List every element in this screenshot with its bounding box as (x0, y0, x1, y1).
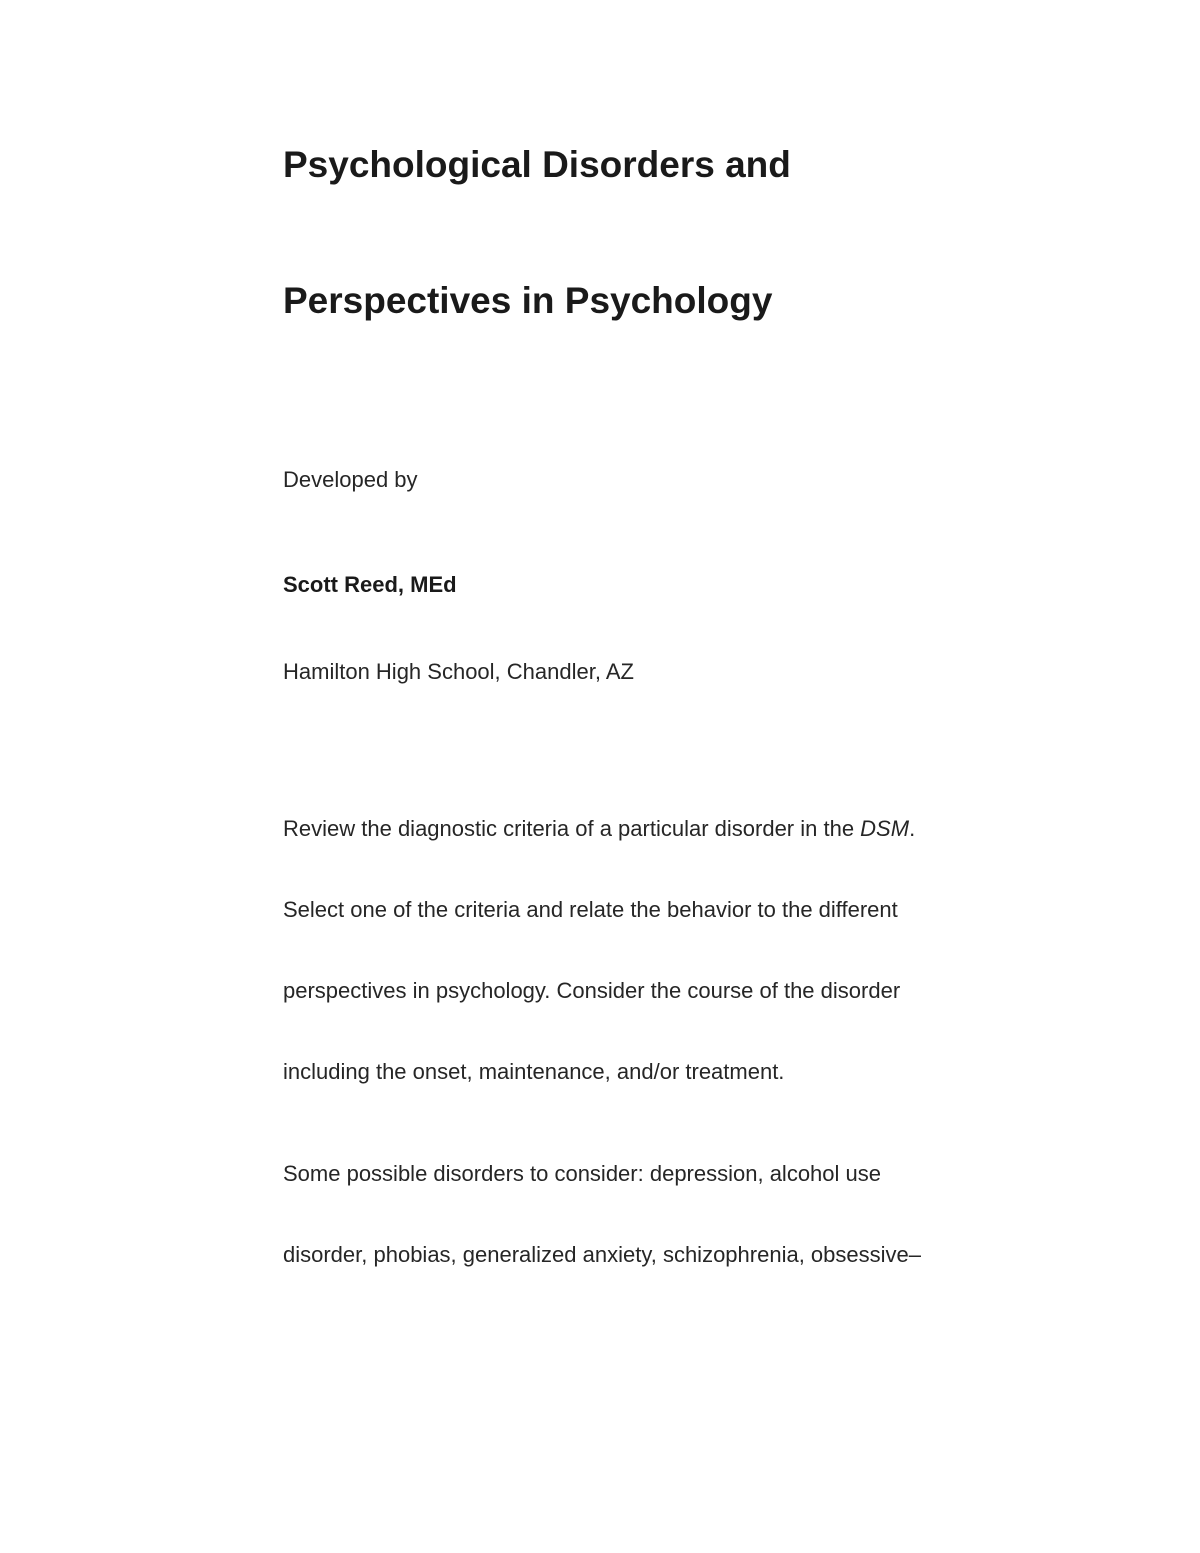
dsm-italic: DSM (860, 816, 910, 841)
suggestions-line-1: Some possible disorders to consider: depression, alcohol use (283, 1161, 881, 1186)
prompt-line-1-end: . (909, 816, 916, 841)
prompt-line-1 (283, 815, 915, 843)
suggestions-line-2: disorder, phobias, generalized anxiety, schizophrenia, obsessive– (283, 1242, 921, 1267)
developed-by-label: Developed by (283, 467, 418, 492)
prompt-line-4: including the onset, maintenance, and/or treatment. (283, 1059, 785, 1084)
prompt-line-2: Select one of the criteria and relate the behavior to the different (283, 897, 898, 922)
author-name: Scott Reed, MEd (283, 572, 457, 597)
author-affiliation: Hamilton High School, Chandler, AZ (283, 659, 634, 684)
page-title-line-2: Perspectives in Psychology (283, 280, 773, 321)
prompt-line-1-text: Review the diagnostic criteria of a particular disorder in the (283, 816, 861, 841)
prompt-line-3: perspectives in psychology. Consider the course of the disorder (283, 978, 901, 1003)
page-title-line-1: Psychological Disorders and (283, 144, 791, 185)
